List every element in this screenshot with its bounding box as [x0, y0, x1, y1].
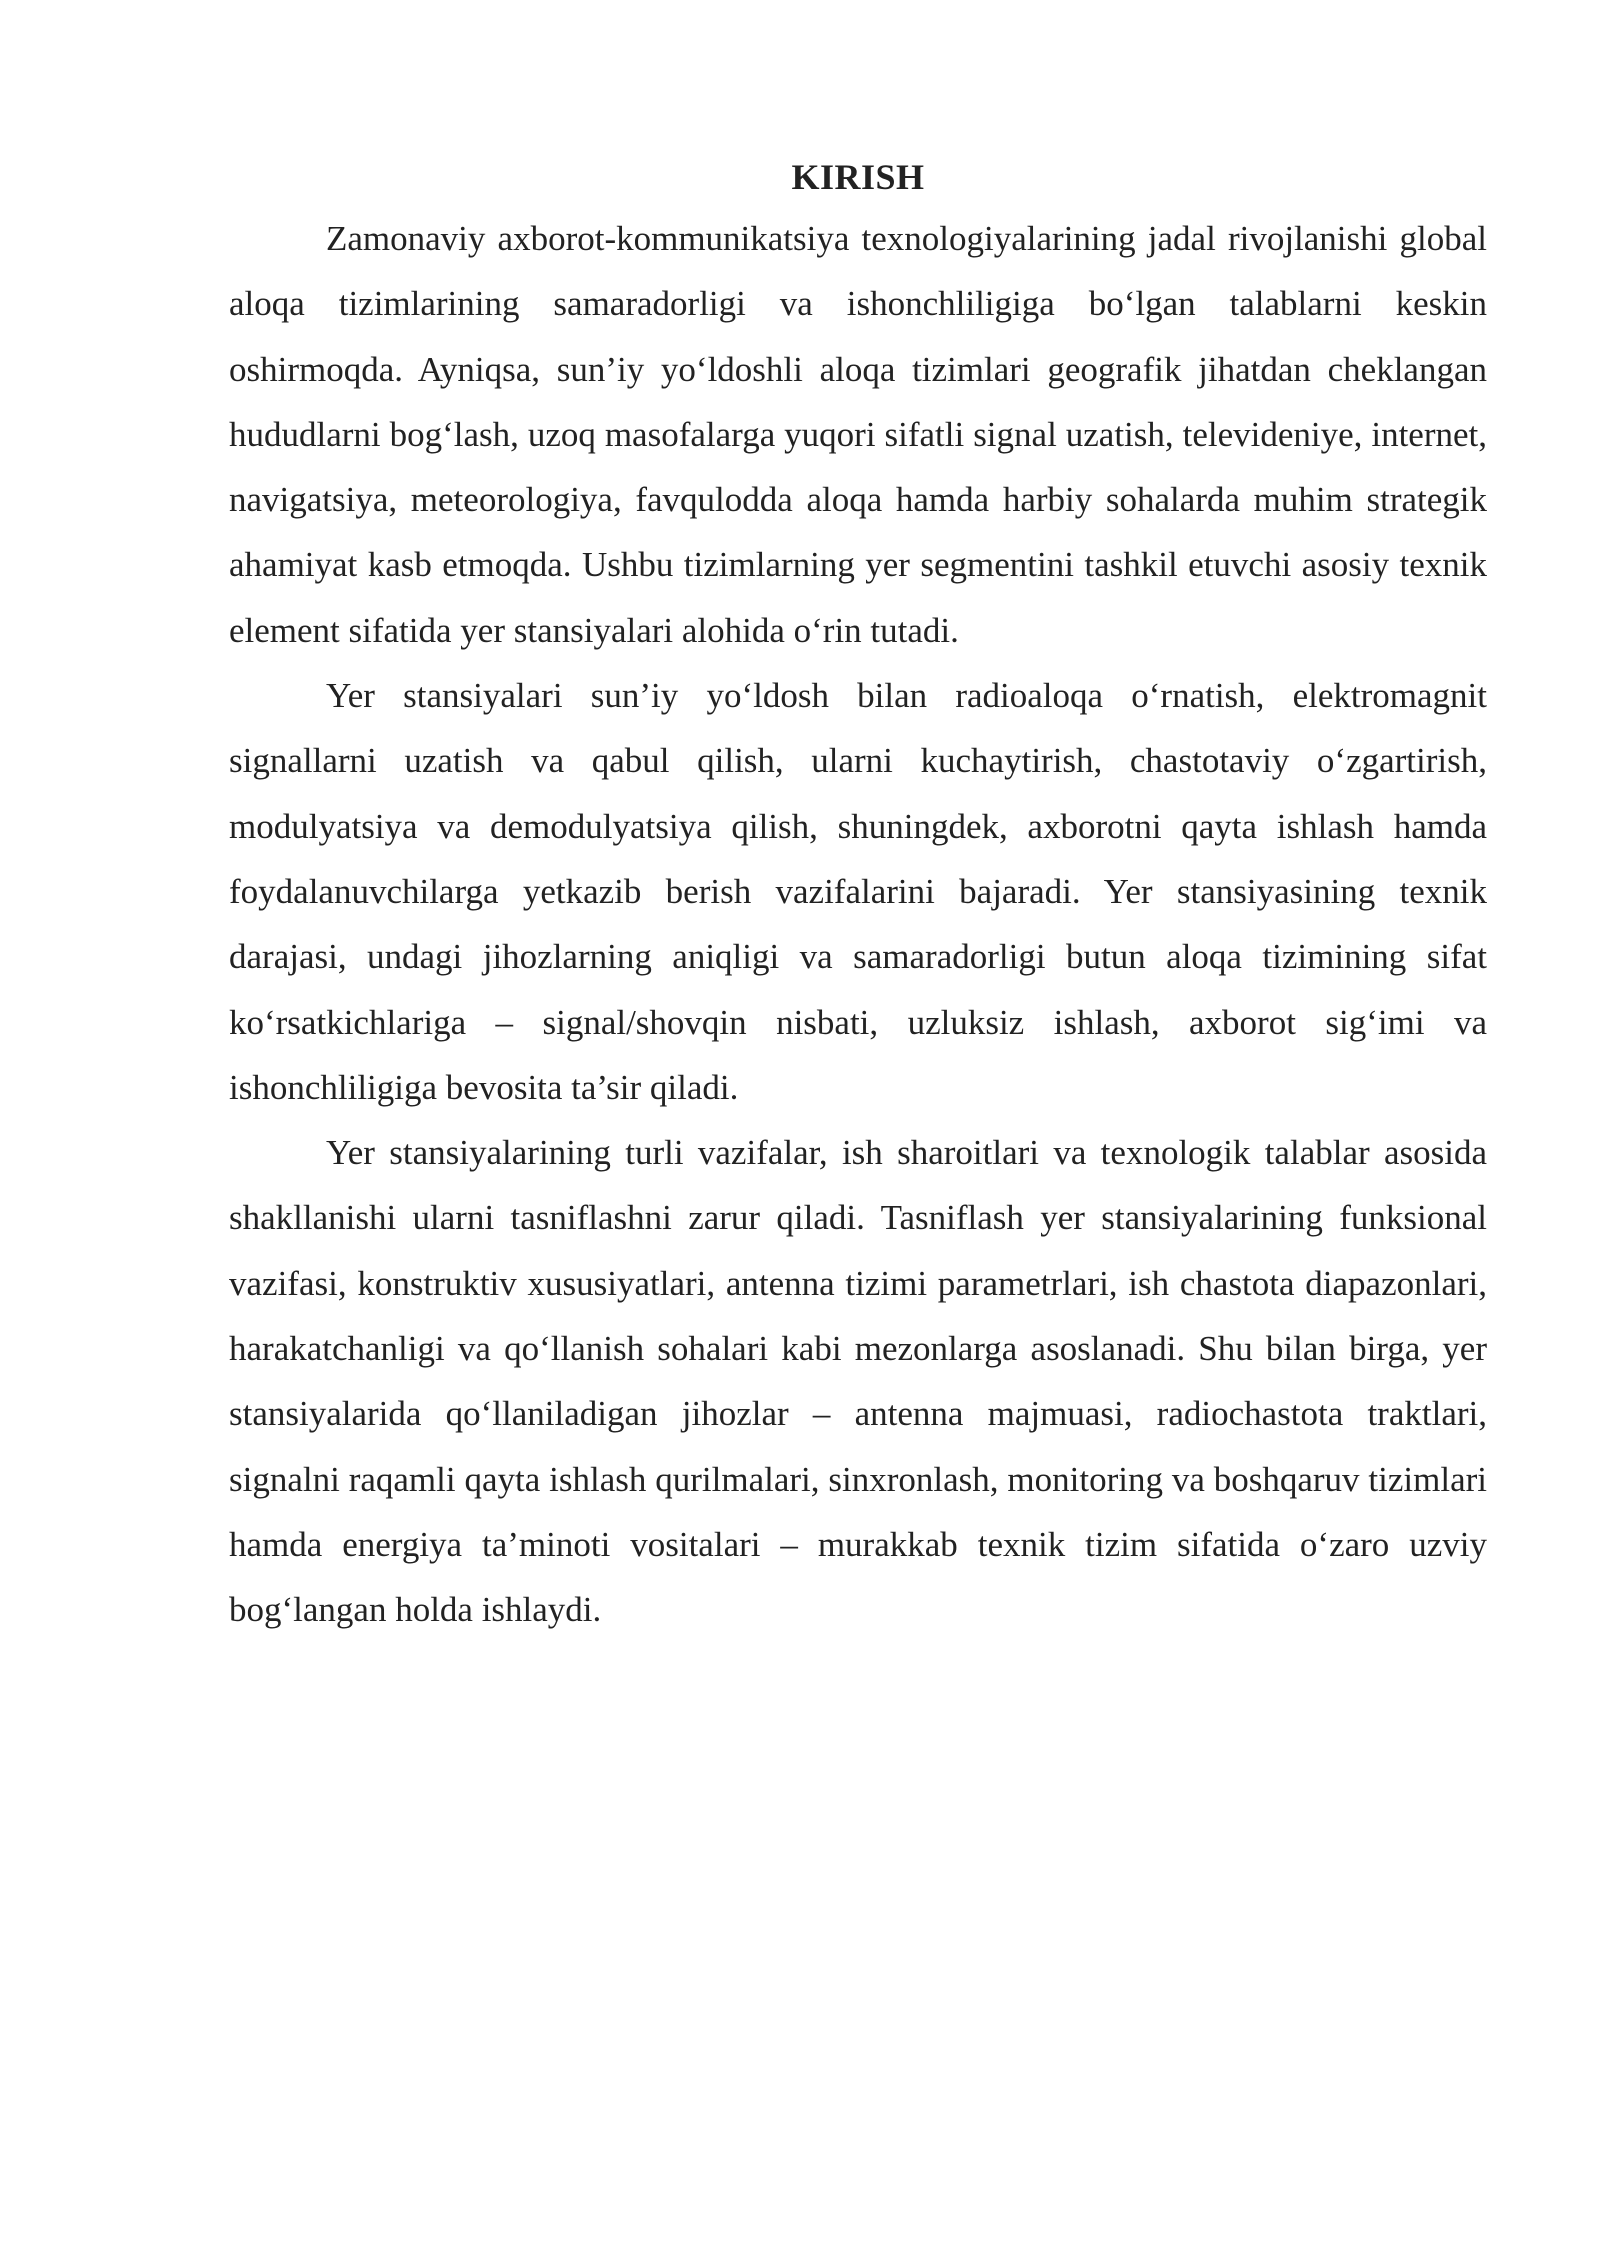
paragraph-3: Yer stansiyalarining turli vazifalar, ish sharoitlari va texnologik talablar asosida shakllanishi ularni tasniflashni zarur qiladi. Tasniflash yer stansiyalarining funksional vazifasi, konstruktiv xususiyatlari, antenna tizimi parametrlari, ish chastota diapazonlari, harakatchanligi va qo‘llanish sohalari kabi mezonlarga asoslanadi. Shu bilan birga, yer stansiyalarida qo‘llaniladigan jihozlar – antenna majmuasi, radiochastota traktlari, signalni raqamli qayta ishlash qurilmalari, sinxronlash, monitoring va boshqaruv tizimlari hamda energiya ta’minoti vositalari – murakkab texnik tizim sifatida o‘zaro uzviy bog‘langan holda ishlaydi. — [229, 1133, 1487, 1630]
section-heading: KIRISH — [791, 157, 925, 197]
paragraph-2: Yer stansiyalari sun’iy yo‘ldosh bilan radioaloqa o‘rnatish, elektromagnit signallarni uzatish va qabul qilish, ularni kuchaytirish, chastotaviy o‘zgartirish, modulyatsiya va demodulyatsiya qilish, shuningdek, axborotni qayta ishlash hamda foydalanuvchilarga yetkazib berish vazifalarini bajaradi. Yer stansiyasining texnik darajasi, undagi jihozlarning aniqligi va samaradorligi butun aloqa tizimining sifat ko‘rsatkichlariga – signal/shovqin nisbati, uzluksiz ishlash, axborot sig‘imi va ishonchliligiga bevosita ta’sir qiladi. — [229, 676, 1487, 1107]
document-body — [229, 148, 1487, 1643]
paragraph-1: Zamonaviy axborot-kommunikatsiya texnologiyalarining jadal rivojlanishi global aloqa tizimlarining samaradorligi va ishonchliligiga bo‘lgan talablarni keskin oshirmoqda. Ayniqsa, sun’iy yo‘ldoshli aloqa tizimlari geografik jihatdan cheklangan hududlarni bog‘lash, uzoq masofalarga yuqori sifatli signal uzatish, televideniye, internet, navigatsiya, meteorologiya, favqulodda aloqa hamda harbiy sohalarda muhim strategik ahamiyat kasb etmoqda. Ushbu tizimlarning yer segmentini tashkil etuvchi asosiy texnik element sifatida yer stansiyalari alohida o‘rin tutadi. — [229, 219, 1487, 650]
